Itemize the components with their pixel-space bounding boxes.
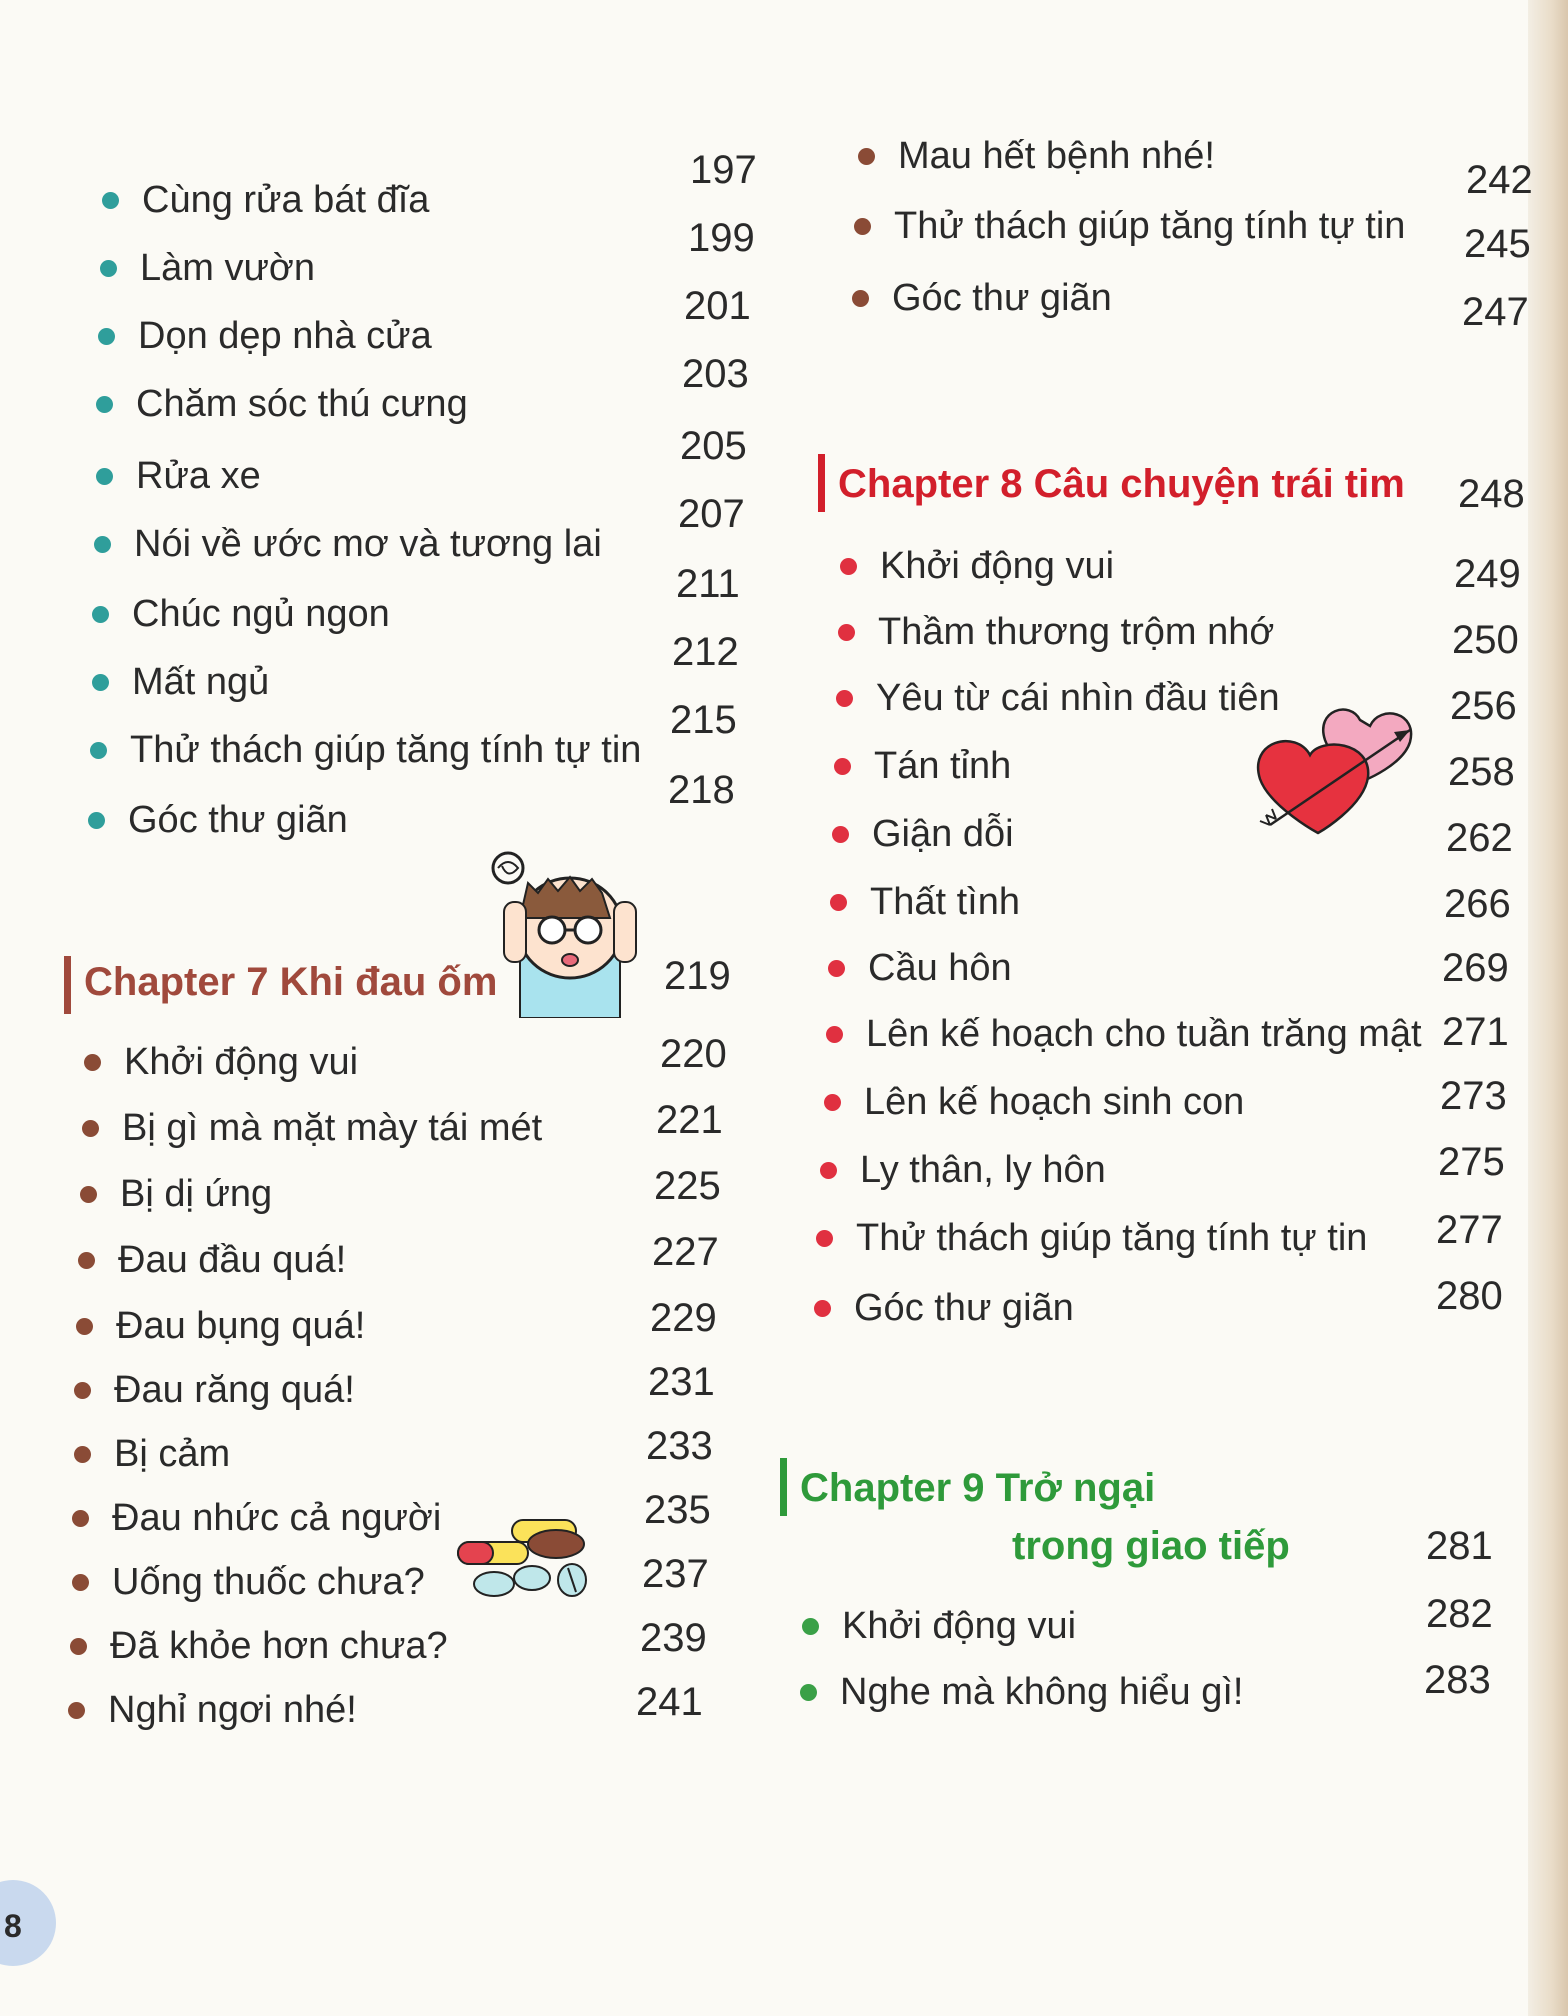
toc-entry[interactable] — [816, 1208, 1503, 1268]
toc-entry-label: Góc thư giãn — [128, 799, 348, 841]
toc-entry-label: Lên kế hoạch cho tuần trăng mật — [866, 1013, 1422, 1055]
bullet-icon — [72, 1574, 89, 1591]
toc-entry-page: 233 — [646, 1424, 713, 1468]
toc-entry[interactable] — [814, 1274, 1503, 1338]
toc-entry-label: Lên kế hoạch sinh con — [864, 1081, 1245, 1123]
hearts-arrow-illustration — [1250, 700, 1430, 840]
toc-entry-label: Làm vườn — [140, 247, 315, 289]
toc-entry-label: Dọn dẹp nhà cửa — [138, 315, 432, 357]
toc-entry-page: 201 — [684, 284, 751, 328]
toc-entry-label: Đau bụng quá! — [116, 1305, 366, 1347]
toc-entry[interactable] — [800, 1658, 1500, 1722]
chapter-title-line2: trong giao tiếp — [1012, 1524, 1290, 1568]
pills-illustration — [456, 1506, 596, 1606]
toc-entry-label: Khởi động vui — [842, 1605, 1077, 1647]
toc-entry[interactable] — [92, 562, 742, 644]
chapter-page: 281 — [1426, 1524, 1493, 1568]
toc-entry[interactable] — [802, 1592, 1502, 1656]
chapter-title: Chapter 7 Khi đau ốm — [84, 960, 498, 1004]
toc-entry[interactable] — [72, 1552, 712, 1612]
bullet-icon — [76, 1318, 93, 1335]
toc-entry-label: Góc thư giãn — [892, 277, 1112, 319]
page-edge — [1528, 0, 1568, 2016]
toc-entry-page: 235 — [644, 1488, 711, 1532]
bullet-icon — [102, 192, 119, 209]
bullet-icon — [72, 1510, 89, 1527]
toc-entry-page: 275 — [1438, 1140, 1505, 1184]
toc-entry-page: 229 — [650, 1296, 717, 1340]
toc-entry[interactable] — [74, 1360, 714, 1420]
toc-entry-label: Bị dị ứng — [120, 1173, 273, 1215]
bullet-icon — [834, 758, 851, 775]
bullet-icon — [816, 1230, 833, 1247]
toc-entry-page: 212 — [672, 630, 739, 674]
toc-entry[interactable] — [80, 1164, 720, 1224]
bullet-icon — [88, 812, 105, 829]
toc-entry-page: 218 — [668, 768, 735, 812]
heading-bar — [818, 454, 825, 512]
toc-entry-label: Đau răng quá! — [114, 1369, 355, 1411]
toc-entry[interactable] — [852, 268, 1529, 334]
toc-entry-label: Thử thách giúp tăng tính tự tin — [856, 1217, 1368, 1259]
toc-entry-page: 231 — [648, 1360, 715, 1404]
bullet-icon — [802, 1618, 819, 1635]
toc-entry[interactable] — [72, 1488, 712, 1548]
toc-entry-page: 239 — [640, 1616, 707, 1660]
toc-entry-label: Bị cảm — [114, 1433, 231, 1475]
heading-bar — [780, 1458, 787, 1516]
toc-entry[interactable] — [854, 196, 1531, 266]
bullet-icon — [68, 1702, 85, 1719]
toc-entry-page: 215 — [670, 698, 737, 742]
toc-entry-page: 227 — [652, 1230, 719, 1274]
toc-entry-label: Đau đầu quá! — [118, 1239, 347, 1281]
toc-entry-page: 225 — [654, 1164, 721, 1208]
bullet-icon — [840, 558, 857, 575]
toc-entry[interactable] — [840, 536, 1521, 596]
toc-entry-page: 283 — [1424, 1658, 1491, 1702]
toc-entry-label: Thử thách giúp tăng tính tự tin — [894, 205, 1406, 247]
toc-entry[interactable] — [102, 148, 757, 230]
toc-entry[interactable] — [94, 492, 745, 574]
bullet-icon — [82, 1120, 99, 1137]
toc-entry-label: Chúc ngủ ngon — [132, 593, 390, 635]
toc-entry-page: 211 — [676, 562, 740, 606]
toc-entry[interactable] — [74, 1424, 714, 1484]
toc-entry-page: 250 — [1452, 618, 1519, 662]
toc-entry-page: 205 — [680, 424, 747, 468]
bullet-icon — [74, 1382, 91, 1399]
toc-entry-page: 247 — [1462, 290, 1529, 334]
toc-entry-page: 197 — [690, 148, 757, 192]
page-number: 8 — [4, 1908, 22, 1944]
bullet-icon — [90, 742, 107, 759]
toc-entry-page: 237 — [642, 1552, 709, 1596]
toc-entry[interactable] — [84, 1032, 727, 1092]
bullet-icon — [858, 148, 875, 165]
toc-entry[interactable] — [98, 284, 751, 366]
bullet-icon — [836, 690, 853, 707]
toc-entry-label: Thầm thương trộm nhớ — [878, 611, 1275, 653]
toc-entry-page: 258 — [1448, 750, 1515, 794]
toc-entry-page: 199 — [688, 216, 755, 260]
bullet-icon — [828, 960, 845, 977]
toc-entry-page: 282 — [1426, 1592, 1493, 1636]
toc-entry-page: 207 — [678, 492, 745, 536]
bullet-icon — [814, 1300, 831, 1317]
toc-entry-label: Nói về ước mơ và tương lai — [134, 523, 602, 565]
toc-entry[interactable] — [96, 424, 747, 506]
toc-entry[interactable] — [100, 216, 755, 298]
toc-entry[interactable] — [76, 1296, 716, 1356]
toc-entry-label: Khởi động vui — [124, 1041, 359, 1083]
toc-entry-label: Tán tỉnh — [874, 745, 1012, 787]
toc-entry-page: 266 — [1444, 882, 1511, 926]
toc-entry-page: 242 — [1466, 158, 1533, 202]
toc-entry-page: 256 — [1450, 684, 1517, 728]
toc-entry[interactable] — [68, 1680, 708, 1740]
toc-entry-label: Thử thách giúp tăng tính tự tin — [130, 729, 642, 771]
bullet-icon — [70, 1638, 87, 1655]
bullet-icon — [92, 674, 109, 691]
toc-entry-label: Khởi động vui — [880, 545, 1115, 587]
toc-entry-label: Cùng rửa bát đĩa — [142, 179, 430, 221]
toc-entry-page: 262 — [1446, 816, 1513, 860]
toc-entry[interactable] — [96, 352, 749, 434]
toc-entry[interactable] — [826, 1004, 1509, 1064]
bullet-icon — [838, 624, 855, 641]
toc-entry-page: 221 — [656, 1098, 723, 1142]
toc-entry[interactable] — [82, 1098, 722, 1158]
bullet-icon — [820, 1162, 837, 1179]
toc-entry-label: Yêu từ cái nhìn đầu tiên — [876, 677, 1280, 719]
bullet-icon — [830, 894, 847, 911]
chapter-page: 219 — [664, 954, 731, 998]
toc-entry[interactable] — [70, 1616, 710, 1676]
sick-boy-illustration — [480, 848, 660, 1018]
toc-entry-label: Mất ngủ — [132, 661, 270, 703]
bullet-icon — [826, 1026, 843, 1043]
toc-entry[interactable] — [90, 698, 740, 780]
toc-entry[interactable] — [78, 1230, 718, 1290]
toc-entry-label: Giận dỗi — [872, 813, 1014, 855]
toc-entry-label: Mau hết bệnh nhé! — [898, 135, 1215, 177]
chapter-8-heading[interactable] — [818, 452, 1525, 516]
toc-entry[interactable] — [830, 872, 1511, 932]
toc-entry-page: 241 — [636, 1680, 703, 1724]
bullet-icon — [94, 536, 111, 553]
toc-entry-page: 203 — [682, 352, 749, 396]
bullet-icon — [84, 1054, 101, 1071]
toc-entry[interactable] — [858, 126, 1533, 202]
toc-entry-label: Ly thân, ly hôn — [860, 1149, 1106, 1191]
bullet-icon — [100, 260, 117, 277]
toc-entry[interactable] — [828, 938, 1509, 998]
bullet-icon — [824, 1094, 841, 1111]
toc-entry-label: Chăm sóc thú cưng — [136, 383, 468, 425]
chapter-9-heading[interactable] — [780, 1456, 1500, 1576]
toc-entry[interactable] — [92, 630, 742, 712]
toc-entry-label: Cầu hôn — [868, 947, 1012, 989]
chapter-title-line1: Chapter 9 Trở ngại — [800, 1466, 1156, 1510]
toc-entry[interactable] — [838, 602, 1519, 662]
bullet-icon — [96, 468, 113, 485]
bullet-icon — [78, 1252, 95, 1269]
toc-entry-page: 220 — [660, 1032, 727, 1076]
toc-entry-label: Góc thư giãn — [854, 1287, 1074, 1329]
toc-entry-label: Bị gì mà mặt mày tái mét — [122, 1107, 543, 1149]
toc-entry[interactable] — [820, 1140, 1505, 1200]
toc-entry-page: 273 — [1440, 1074, 1507, 1118]
toc-entry-label: Nghe mà không hiểu gì! — [840, 1671, 1244, 1713]
toc-entry-label: Nghỉ ngơi nhé! — [108, 1689, 357, 1731]
toc-entry-label: Đau nhức cả người — [112, 1497, 442, 1539]
bullet-icon — [92, 606, 109, 623]
toc-entry-page: 245 — [1464, 222, 1531, 266]
toc-entry-page: 271 — [1442, 1010, 1509, 1054]
toc-entry[interactable] — [824, 1072, 1507, 1132]
chapter-page: 248 — [1458, 472, 1525, 516]
toc-entry-page: 277 — [1436, 1208, 1503, 1252]
toc-entry-page: 280 — [1436, 1274, 1503, 1318]
bullet-icon — [852, 290, 869, 307]
toc-entry-label: Thất tình — [870, 881, 1020, 923]
toc-entry-page: 269 — [1442, 946, 1509, 990]
toc-entry[interactable] — [88, 768, 738, 850]
bullet-icon — [800, 1684, 817, 1701]
heading-bar — [64, 956, 71, 1014]
toc-entry-label: Đã khỏe hơn chưa? — [110, 1625, 448, 1667]
toc-entry-label: Uống thuốc chưa? — [112, 1561, 425, 1603]
chapter-title: Chapter 8 Câu chuyện trái tim — [838, 462, 1405, 506]
bullet-icon — [74, 1446, 91, 1463]
bullet-icon — [832, 826, 849, 843]
bullet-icon — [854, 218, 871, 235]
bullet-icon — [96, 396, 113, 413]
bullet-icon — [98, 328, 115, 345]
toc-entry-label: Rửa xe — [136, 455, 261, 497]
toc-entry-page: 249 — [1454, 552, 1521, 596]
bullet-icon — [80, 1186, 97, 1203]
